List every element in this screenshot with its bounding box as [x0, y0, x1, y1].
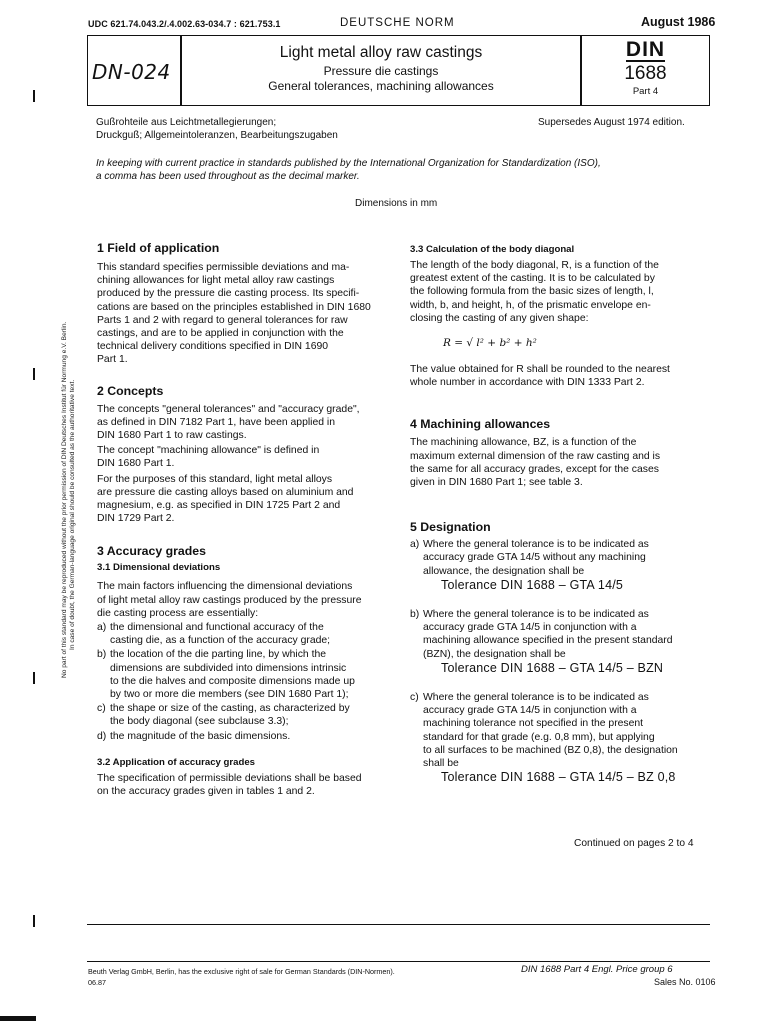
text-line: The machining allowance, BZ, is a function of the	[410, 437, 637, 449]
text-line: closing the casting of any given shape:	[410, 312, 589, 324]
side-note-line-1: No part of this standard may be reproduced without the prior permission of DIN Deutsches Institut für Normung e.V. Berlin.	[61, 321, 68, 678]
margin-mark	[33, 672, 35, 684]
title-area	[182, 44, 580, 93]
text-line: DIN 1729 Part 2.	[97, 513, 175, 525]
list-marker: b)	[410, 609, 420, 621]
text-line: This standard specifies permissible deviations and ma-	[97, 262, 350, 273]
udc-code: UDC 621.74.043.2/.4.002.63-034.7 : 621.753.1	[88, 19, 281, 29]
list-marker: a)	[97, 622, 107, 634]
section-1-heading: 1 Field of application	[97, 241, 220, 255]
document-subtitle-2: General tolerances, machining allowances	[268, 79, 494, 93]
section-5-heading: 5 Designation	[410, 520, 491, 535]
text-line: accuracy grade GTA 14/5 in conjunction with a	[423, 622, 637, 634]
title-block	[87, 35, 710, 106]
margin-mark	[33, 915, 35, 927]
text-line: machining allowance specified in the present standard	[423, 635, 673, 647]
margin-mark	[33, 90, 35, 102]
list-marker: d)	[97, 730, 107, 742]
norm-label: DEUTSCHE NORM	[340, 17, 455, 29]
german-title-line-1: Gußrohteile aus Leichtmetallegierungen;	[96, 117, 277, 128]
text-line: the same for all accuracy grades, except for the cases	[410, 463, 659, 475]
text-line: as defined in DIN 7182 Part 1, have been applied in	[97, 416, 335, 428]
text-line: The main factors influencing the dimensional deviations	[97, 581, 353, 593]
german-title-line-2: Druckguß; Allgemeintoleranzen, Bearbeitungszugaben	[96, 129, 338, 141]
din-number-area	[582, 40, 709, 97]
german-title	[96, 117, 338, 142]
publisher-note: Beuth Verlag GmbH, Berlin, has the exclusive right of sale for German Standards (DIN-Normen).	[88, 967, 395, 976]
right-column	[410, 244, 712, 784]
document-title: Light metal alloy raw castings	[279, 44, 483, 61]
part-number: Part 4	[632, 86, 659, 97]
supersedes-note: Supersedes August 1974 edition.	[538, 117, 685, 128]
text-line: The specification of permissible deviations shall be based	[97, 772, 362, 784]
text-line: The concepts "general tolerances" and "accuracy grade",	[97, 403, 360, 415]
text-line: technical delivery conditions specified in DIN 1690	[97, 341, 329, 353]
section-1-text	[97, 261, 392, 367]
section-2-text	[97, 403, 392, 526]
corner-mark	[0, 1016, 36, 1021]
text-line: magnesium, e.g. as specified in DIN 1725 Part 2 and	[97, 500, 341, 512]
list-item	[410, 691, 712, 784]
body-diagonal-formula: R = √ l² + b² + h²	[443, 337, 537, 350]
section-3-1-text	[97, 580, 392, 742]
text-line: the dimensional and functional accuracy of the	[110, 622, 324, 634]
text-line: by two or more die members (see DIN 1680 Part 1);	[110, 689, 349, 701]
section-4-heading: 4 Machining allowances	[410, 417, 551, 432]
list-item	[97, 702, 392, 728]
margin-mark	[33, 368, 35, 380]
issue-date: August 1986	[641, 15, 716, 29]
text-line: standard for that grade (e.g. 0,8 mm), but applying	[423, 731, 655, 743]
list-marker: c)	[97, 703, 106, 715]
dimensions-note: Dimensions in mm	[355, 198, 438, 209]
text-line: whole number in accordance with DIN 1333 Part 2.	[410, 377, 645, 389]
text-line: the body diagonal (see subclause 3.3);	[110, 716, 289, 728]
text-line: (BZN), the designation shall be	[423, 648, 566, 660]
text-line: The length of the body diagonal, R, is a function of the	[410, 260, 659, 271]
iso-note-line-2: a comma has been used throughout as the decimal marker.	[96, 170, 360, 182]
handwritten-code: DN-024	[92, 60, 171, 84]
text-line: accuracy grade GTA 14/5 without any machining	[423, 552, 646, 564]
text-line: Where the general tolerance is to be indicated as	[423, 692, 649, 704]
text-line: Where the general tolerance is to be indicated as	[423, 539, 649, 551]
text-line: The concept "machining allowance" is defined in	[97, 445, 320, 457]
text-line: on the accuracy grades given in tables 1 and 2.	[97, 786, 315, 798]
section-3-heading: 3 Accuracy grades	[97, 544, 206, 559]
iso-note-line-1: In keeping with current practice in standards published by the International Organization for Standardization (ISO),	[96, 158, 601, 169]
list-item	[410, 608, 712, 675]
text-line: accuracy grade GTA 14/5 in conjunction with a	[423, 705, 637, 717]
text-line: maximum external dimension of the raw casting and is	[410, 450, 661, 462]
side-note-line-2: In case of doubt, the German-language original should be consulted as the authoritative text.	[69, 379, 76, 650]
left-column	[97, 241, 392, 798]
text-line: chining allowances for light metal alloy raw castings	[97, 275, 335, 287]
copyright-side-note	[61, 322, 77, 678]
text-line: the magnitude of the basic dimensions.	[110, 730, 291, 742]
section-4-text	[410, 436, 712, 489]
text-line: shall be	[423, 758, 459, 770]
section-3-3-after	[410, 363, 712, 389]
text-line: the location of the die parting line, by which the	[110, 649, 327, 661]
subsection-3-1-heading: 3.1 Dimensional deviations	[97, 562, 221, 574]
list-item	[410, 538, 712, 592]
sales-number: Sales No. 0106	[654, 977, 716, 987]
subsection-3-2-heading: 3.2 Application of accuracy grades	[97, 756, 255, 768]
footer-box	[87, 924, 710, 962]
text-line: DIN 1680 Part 1 to raw castings.	[97, 430, 247, 442]
text-line: to all surfaces to be machined (BZ 0,8), the designation	[423, 744, 678, 756]
iso-decimal-note	[96, 158, 712, 183]
list-item	[97, 621, 392, 647]
text-line: DIN 1680 Part 1.	[97, 458, 175, 470]
subsection-3-3-heading: 3.3 Calculation of the body diagonal	[410, 244, 575, 255]
text-line: castings, and are to be applied in conjunction with the	[97, 328, 344, 340]
text-line: machining tolerance not specified in the present	[423, 718, 644, 730]
designation-example: Tolerance DIN 1688 – GTA 14/5 – BZ 0,8	[441, 770, 676, 785]
document-subtitle-1: Pressure die castings	[323, 64, 439, 78]
text-line: casting die, as a function of the accuracy grade;	[110, 635, 331, 647]
section-2-heading: 2 Concepts	[97, 383, 164, 398]
text-line: dimensions are subdivided into dimensions intrinsic	[110, 662, 347, 674]
list-marker: a)	[410, 539, 420, 551]
document-id-price: DIN 1688 Part 4 Engl. Price group 6	[521, 964, 673, 975]
designation-example: Tolerance DIN 1688 – GTA 14/5	[441, 577, 624, 592]
text-line: allowance, the designation shall be	[423, 565, 585, 577]
print-date: 06.87	[88, 978, 106, 987]
text-line: of light metal alloy raw castings produced by the pressure	[97, 594, 362, 606]
list-item	[97, 648, 392, 701]
text-line: the following formula from the basic sizes of length, l,	[410, 286, 654, 298]
text-line: are pressure die casting alloys based on aluminium and	[97, 486, 354, 498]
text-line: die casting process are essentially:	[97, 607, 259, 619]
text-line: cations are based on the principles established in DIN 1680	[97, 301, 371, 313]
text-line: width, b, and height, h, of the prismatic envelope en-	[410, 299, 651, 311]
list-item	[97, 730, 392, 743]
continued-note: Continued on pages 2 to 4	[574, 838, 694, 849]
text-line: the shape or size of the casting, as characterized by	[110, 703, 350, 715]
designation-example: Tolerance DIN 1688 – GTA 14/5 – BZN	[441, 660, 664, 675]
section-3-2-text	[97, 772, 392, 798]
text-line: Parts 1 and 2 with regard to general tolerances for raw	[97, 314, 348, 326]
text-line: given in DIN 1680 Part 1; see table 3.	[410, 477, 583, 489]
text-line: Part 1.	[97, 354, 128, 366]
section-5-text	[410, 538, 712, 784]
din-logo: DIN	[625, 38, 666, 61]
text-line: For the purposes of this standard, light metal alloys	[97, 473, 333, 485]
text-line: greatest extent of the casting. It is to be calculated by	[410, 273, 655, 285]
list-marker: c)	[410, 692, 419, 704]
text-line: Where the general tolerance is to be indicated as	[423, 609, 649, 621]
din-number: 1688	[624, 63, 667, 84]
text-line: The value obtained for R shall be rounded to the nearest	[410, 364, 670, 376]
section-3-3-text	[410, 259, 712, 325]
text-line: produced by the pressure die casting process. Its specifi-	[97, 288, 360, 300]
list-marker: b)	[97, 649, 107, 661]
text-line: to the die halves and composite dimensions made up	[110, 675, 355, 687]
